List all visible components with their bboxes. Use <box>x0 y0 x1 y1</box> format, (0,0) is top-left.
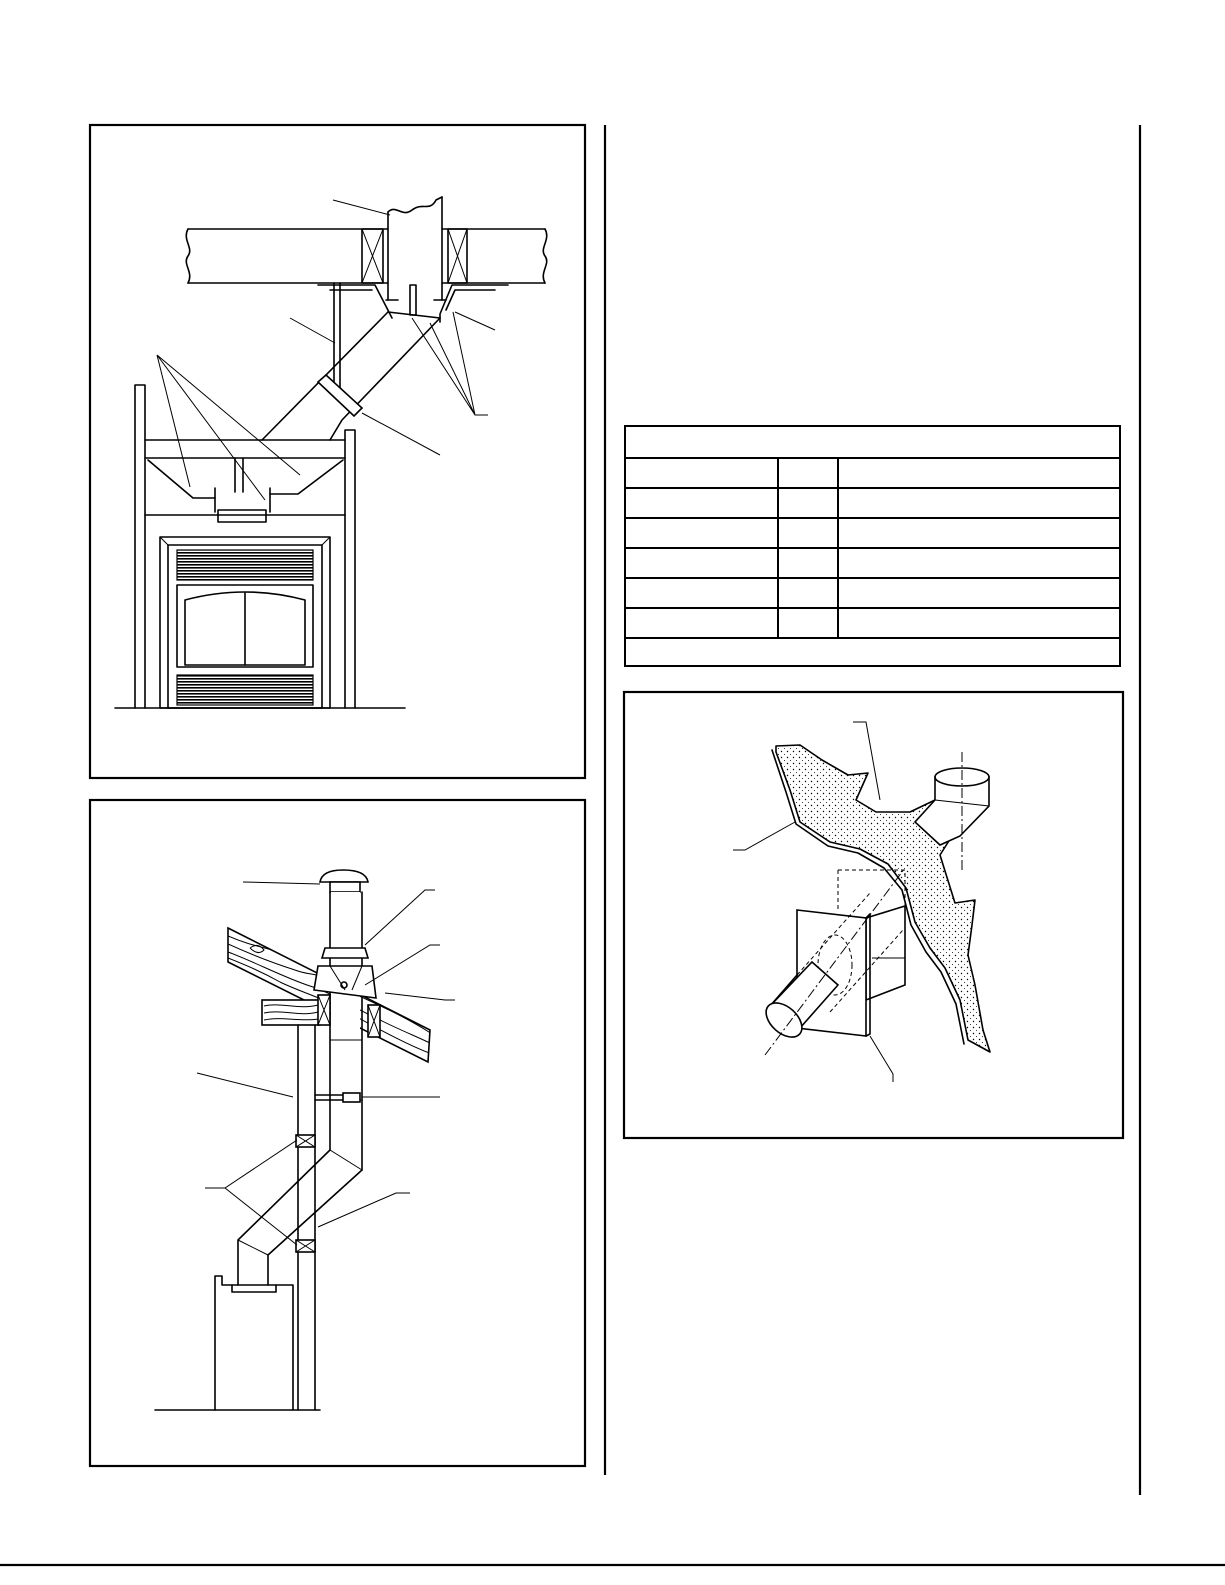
table-title <box>626 427 1119 457</box>
framing-right-post <box>345 430 355 708</box>
table-cell <box>837 609 1119 637</box>
figure-offset-installation <box>90 125 585 778</box>
table-cell <box>837 519 1119 547</box>
table-cell <box>777 519 837 547</box>
hanger-strap <box>334 283 340 396</box>
chimney-pipe-upper <box>388 197 442 315</box>
header-shields <box>148 458 343 522</box>
chimney-cap <box>320 870 368 892</box>
spec-table <box>624 425 1121 667</box>
stove-appliance <box>215 1276 293 1410</box>
table-row <box>626 487 1119 517</box>
figure-masonry-connection <box>624 692 1123 1138</box>
storm-collar <box>322 948 368 958</box>
table-cell <box>837 579 1119 607</box>
table-cell <box>837 549 1119 577</box>
table-cell <box>626 549 777 577</box>
table-cell <box>626 609 777 637</box>
ceiling-joist-left <box>186 229 388 283</box>
table-row <box>626 607 1119 637</box>
figure-roof-installation <box>90 800 585 1466</box>
glass-doors <box>185 592 305 665</box>
radiation-shields <box>318 285 508 322</box>
table-cell <box>626 579 777 607</box>
table-row <box>626 547 1119 577</box>
ceiling-joist-block <box>262 1000 320 1025</box>
table-cell <box>837 459 1119 487</box>
table-cell <box>626 519 777 547</box>
table-row <box>626 577 1119 607</box>
table-cell <box>777 549 837 577</box>
table-cell <box>626 459 777 487</box>
upper-louver <box>177 550 313 580</box>
fireplace-unit <box>160 537 330 708</box>
table-body <box>626 457 1119 637</box>
table-cell <box>626 489 777 517</box>
offset-pipe <box>262 312 440 440</box>
table-row <box>626 457 1119 487</box>
table-row <box>626 517 1119 547</box>
chimney-pipe <box>330 892 362 1170</box>
interior-wall <box>296 1025 315 1410</box>
elbow-pipe <box>238 1150 362 1285</box>
table-cell <box>777 489 837 517</box>
lower-louver <box>177 675 313 705</box>
table-cell <box>777 579 837 607</box>
framing-left-post <box>135 385 145 708</box>
table-cell <box>837 489 1119 517</box>
table-cell <box>777 459 837 487</box>
table-footer <box>626 637 1119 665</box>
table-cell <box>777 609 837 637</box>
framing-header <box>145 440 345 515</box>
callout-leaders <box>157 200 495 500</box>
ceiling-joist-right <box>442 229 547 283</box>
